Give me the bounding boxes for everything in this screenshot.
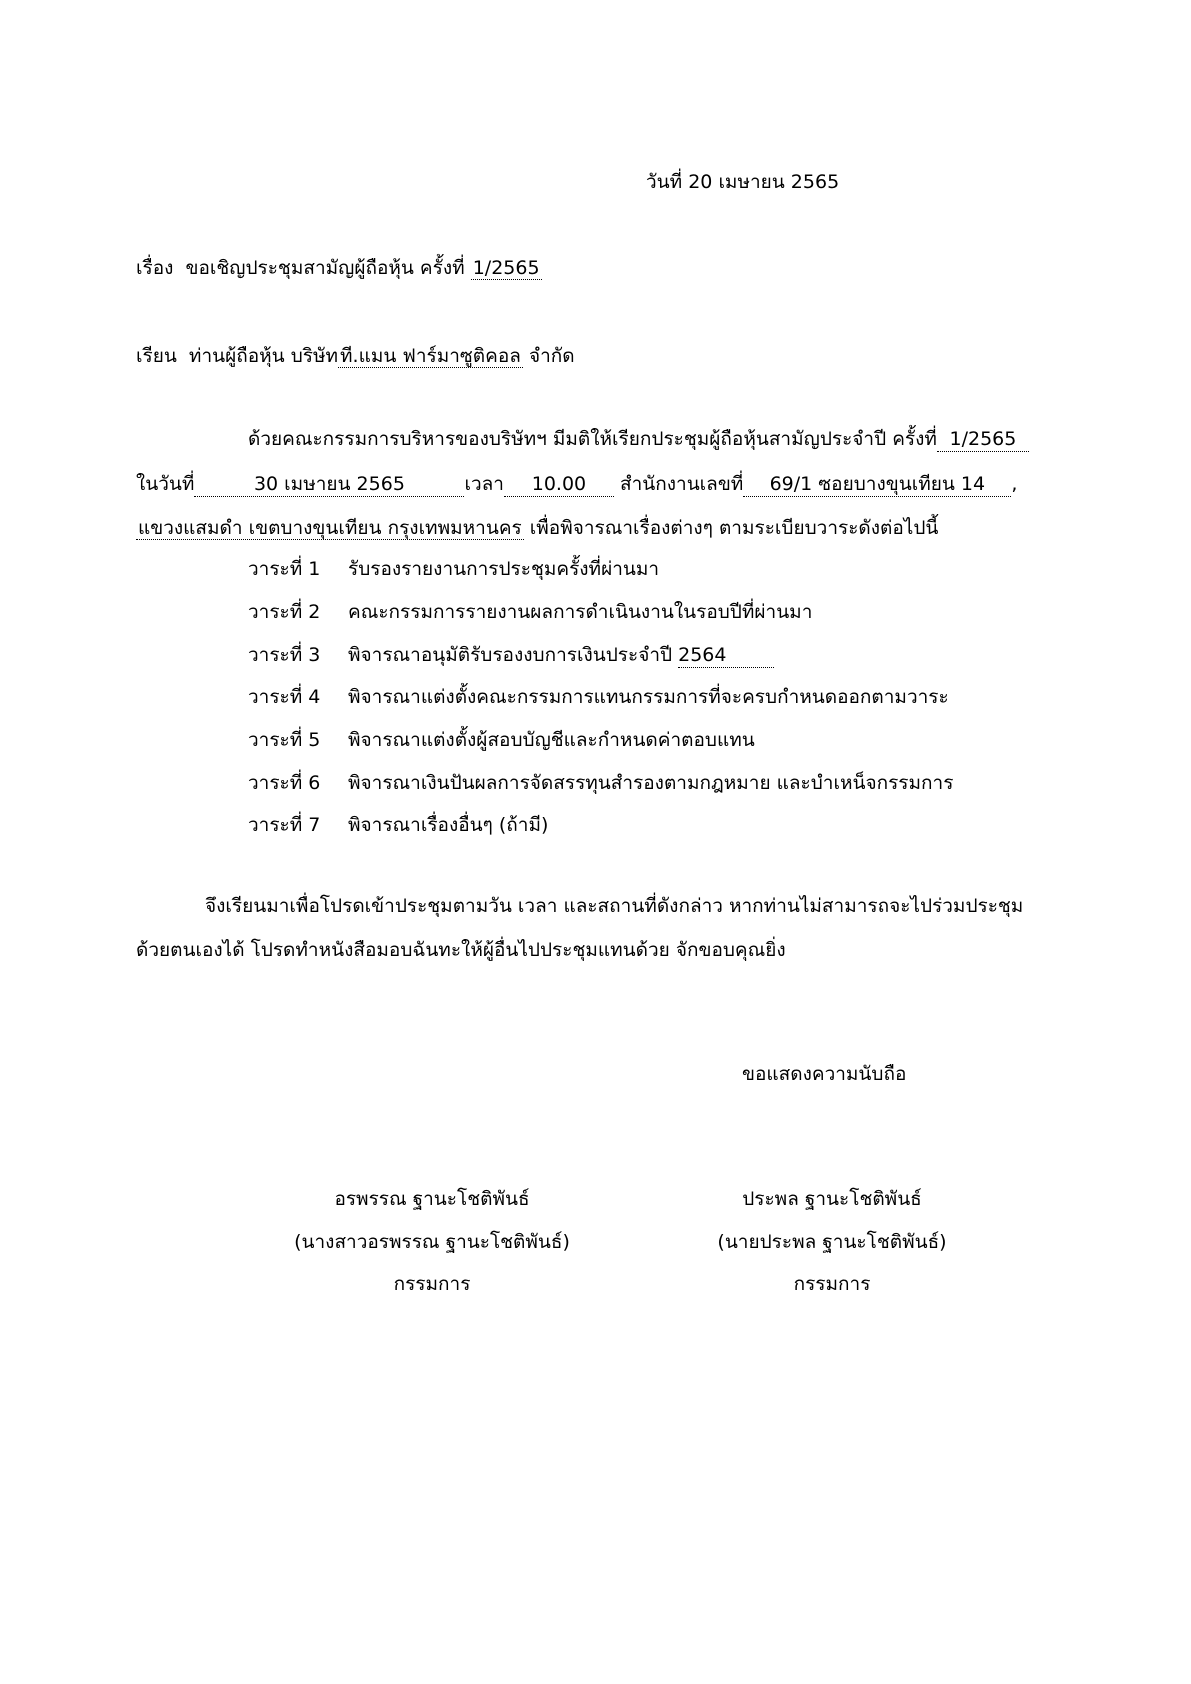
- addressee-line: [136, 345, 575, 368]
- agenda-number: วาระที่ 7: [248, 814, 321, 836]
- signatory-1-signature: อรพรรณ ฐานะโชติพันธ์: [334, 1188, 530, 1210]
- agenda-text: พิจารณาอนุมัติรับรองงบการเงินประจำปี: [348, 644, 673, 666]
- agenda-item-4: [248, 686, 949, 709]
- subject-text: ขอเชิญประชุมสามัญผู้ถือหุ้น ครั้งที่: [185, 257, 465, 279]
- time-label: เวลา: [464, 473, 504, 495]
- body-line-2: [136, 473, 1017, 497]
- agenda-item-5: [248, 729, 755, 752]
- regards: ขอแสดงความนับถือ: [742, 1063, 907, 1085]
- office-end: ,: [1011, 473, 1018, 495]
- addressee-label: เรียน: [136, 345, 177, 367]
- agenda-number: วาระที่ 6: [248, 772, 321, 794]
- signatory-2-signature: ประพล ฐานะโชติพันธ์: [742, 1188, 922, 1210]
- agenda-item-2: [248, 601, 812, 624]
- signatory-1-title: กรรมการ: [393, 1273, 471, 1295]
- agenda-item-3: [248, 644, 774, 668]
- subject-label: เรื่อง: [136, 257, 174, 279]
- agenda-text: พิจารณาเงินปันผลการจัดสรรทุนสำรองตามกฎหมาย และบำเหน็จกรรมการ: [348, 772, 954, 794]
- office-number: 69/1 ซอยบางขุนเทียน 14: [743, 473, 1011, 497]
- letter-date: วันที่ 20 เมษายน 2565: [646, 171, 840, 193]
- closing-line-2: ด้วยตนเองได้ โปรดทำหนังสือมอบฉันทะให้ผู้อื่นไปประชุมแทนด้วย จักขอบคุณยิ่ง: [136, 939, 786, 961]
- subject-number: 1/2565: [472, 257, 540, 279]
- body-intro-text: ด้วยคณะกรรมการบริหารของบริษัทฯ มีมติให้เรียกประชุมผู้ถือหุ้นสามัญประจำปี ครั้งที่: [248, 428, 937, 450]
- meeting-date: 30 เมษายน 2565: [194, 473, 464, 497]
- agenda-number: วาระที่ 3: [248, 644, 321, 666]
- signatory-1-full-name: (นางสาวอรพรรณ ฐานะโชติพันธ์): [294, 1231, 570, 1253]
- addressee-suffix: จำกัด: [528, 345, 575, 367]
- fiscal-year: 2564: [678, 644, 774, 668]
- meeting-address: แขวงแสมดำ เขตบางขุนเทียน กรุงเทพมหานคร: [138, 517, 522, 539]
- addressee-prefix: ท่านผู้ถือหุ้น บริษัท: [188, 345, 339, 367]
- body-line-3: [136, 517, 938, 540]
- agenda-item-7: [248, 814, 548, 837]
- signatory-2-full-name: (นายประพล ฐานะโชติพันธ์): [717, 1231, 947, 1253]
- agenda-number: วาระที่ 2: [248, 601, 321, 623]
- closing-line-1: จึงเรียนมาเพื่อโปรดเข้าประชุมตามวัน เวลา และสถานที่ดังกล่าว หากท่านไม่สามารถจะไปร่วมประชุม: [205, 895, 1024, 917]
- agenda-text: รับรองรายงานการประชุมครั้งที่ผ่านมา: [348, 558, 660, 580]
- agenda-item-6: [248, 772, 953, 795]
- meeting-number: 1/2565: [937, 428, 1029, 452]
- agenda-number: วาระที่ 1: [248, 558, 321, 580]
- signatory-2-title: กรรมการ: [793, 1273, 871, 1295]
- body-line-3-text: เพื่อพิจารณาเรื่องต่างๆ ตามระเบียบวาระดังต่อไปนี้: [529, 517, 939, 539]
- agenda-text: พิจารณาแต่งตั้งผู้สอบบัญชีและกำหนดค่าตอบแทน: [348, 729, 755, 751]
- agenda-text: คณะกรรมการรายงานผลการดำเนินงานในรอบปีที่ผ่านมา: [348, 601, 813, 623]
- agenda-text: พิจารณาเรื่องอื่นๆ (ถ้ามี): [348, 814, 549, 836]
- agenda-item-1: [248, 558, 659, 581]
- meeting-time: 10.00: [504, 473, 614, 497]
- date-label: ในวันที่: [136, 473, 195, 495]
- agenda-number: วาระที่ 5: [248, 729, 321, 751]
- addressee-company: ที.แมน ฟาร์มาซูติคอล: [340, 345, 521, 367]
- agenda-number: วาระที่ 4: [248, 686, 321, 708]
- agenda-text: พิจารณาแต่งตั้งคณะกรรมการแทนกรรมการที่จะครบกำหนดออกตามวาระ: [348, 686, 949, 708]
- office-label: สำนักงานเลขที่: [619, 473, 744, 495]
- subject-line: [136, 257, 542, 280]
- body-line-1: [248, 428, 1029, 452]
